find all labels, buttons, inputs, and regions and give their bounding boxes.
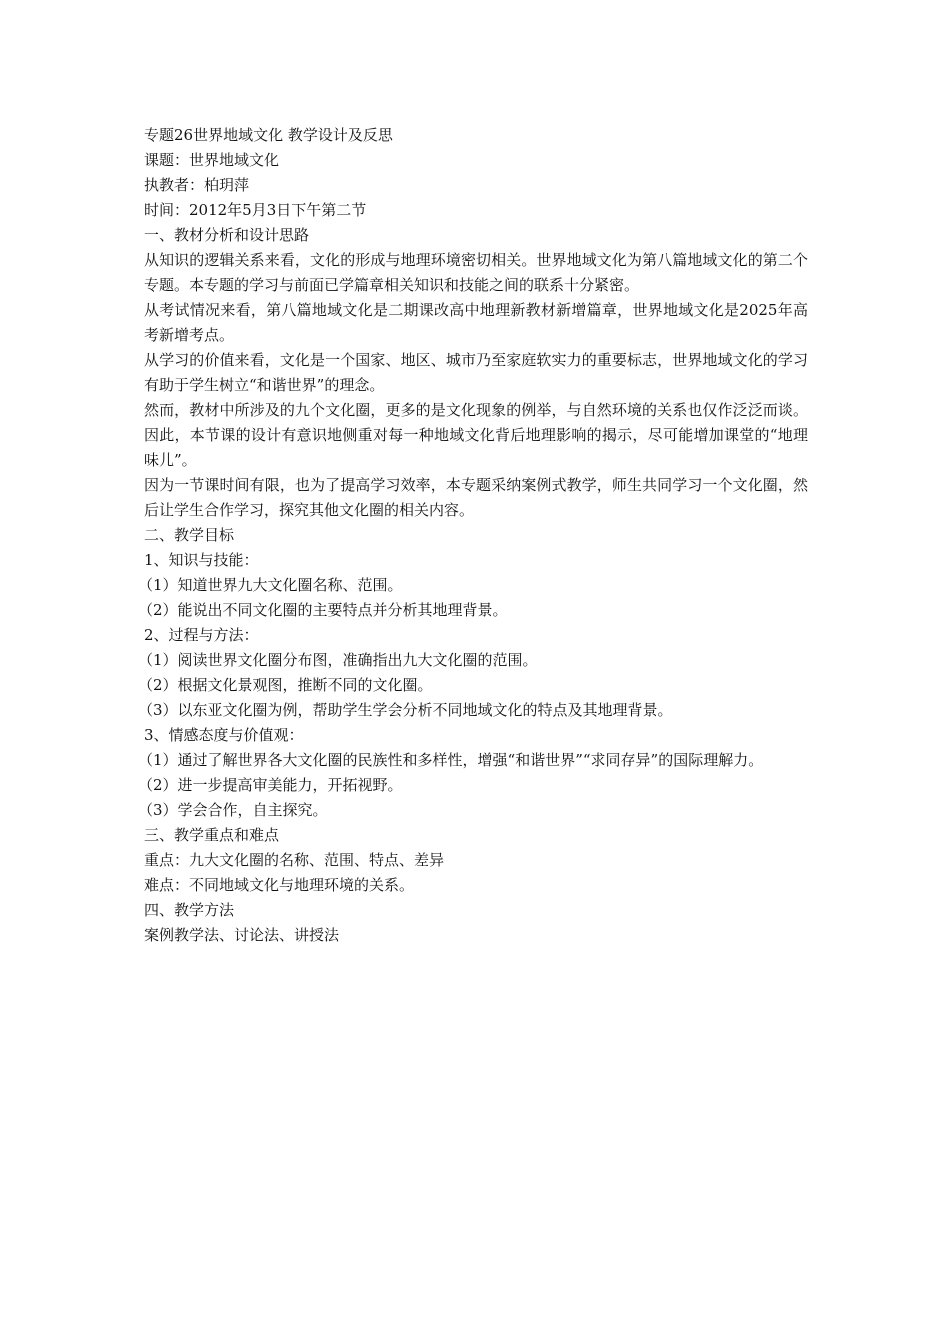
document-page [138, 123, 808, 948]
document-paragraph: 从学习的价值来看，文化是一个国家、地区、城市乃至家庭软实力的重要标志，世界地域文化的学习有助于学生树立“和谐世界”的理念。 [144, 351, 808, 394]
document-paragraph: 一、教材分析和设计思路 [144, 226, 310, 244]
document-paragraph: （2）能说出不同文化圈的主要特点并分析其地理背景。 [138, 601, 508, 619]
document-paragraph: 1、知识与技能： [144, 551, 259, 569]
document-paragraph: 然而，教材中所涉及的九个文化圈，更多的是文化现象的例举，与自然环境的关系也仅作泛泛而谈。因此，本节课的设计有意识地侧重对每一种地域文化背后地理影响的揭示，尽可能增加课堂的“地理味儿”。 [144, 401, 808, 469]
document-paragraph: 重点：九大文化圈的名称、范围、特点、差异 [144, 851, 445, 869]
document-paragraph: （1）通过了解世界各大文化圈的民族性和多样性，增强“和谐世界”“求同存异”的国际理解力。 [138, 751, 764, 769]
document-paragraph: 2、过程与方法： [144, 626, 259, 644]
document-paragraph: （2）进一步提高审美能力，开拓视野。 [138, 776, 403, 794]
document-paragraph: 从考试情况来看，第八篇地域文化是二期课改高中地理新教材新增篇章，世界地域文化是2025年高考新增考点。 [144, 301, 808, 344]
document-paragraph: （1）阅读世界文化圈分布图，准确指出九大文化圈的范围。 [138, 651, 538, 669]
document-title: 专题26世界地域文化 教学设计及反思 [144, 126, 393, 144]
document-paragraph: 三、教学重点和难点 [144, 826, 280, 844]
document-paragraph: （3）学会合作，自主探究。 [138, 801, 328, 819]
document-paragraph: （2）根据文化景观图，推断不同的文化圈。 [138, 676, 433, 694]
document-paragraph: （3）以东亚文化圈为例，帮助学生学会分析不同地域文化的特点及其地理背景。 [138, 701, 673, 719]
document-paragraph: 从知识的逻辑关系来看，文化的形成与地理环境密切相关。世界地域文化为第八篇地域文化的第二个专题。本专题的学习与前面已学篇章相关知识和技能之间的联系十分紧密。 [144, 251, 808, 294]
document-paragraph: 二、教学目标 [144, 526, 235, 544]
document-paragraph: 难点：不同地域文化与地理环境的关系。 [144, 876, 415, 894]
document-paragraph: 案例教学法、讨论法、讲授法 [144, 926, 340, 944]
document-paragraph: 3、情感态度与价值观： [144, 726, 304, 744]
document-paragraph: 课题：世界地域文化 [144, 151, 280, 169]
document-paragraph: 因为一节课时间有限，也为了提高学习效率，本专题采纳案例式教学，师生共同学习一个文化圈，然后让学生合作学习，探究其他文化圈的相关内容。 [144, 476, 808, 519]
document-paragraph: 执教者：柏玥萍 [144, 176, 250, 194]
document-paragraph: （1）知道世界九大文化圈名称、范围。 [138, 576, 403, 594]
document-paragraph: 时间：2012年5月3日下午第二节 [144, 201, 367, 219]
document-paragraph: 四、教学方法 [144, 901, 235, 919]
document-body [138, 148, 808, 948]
